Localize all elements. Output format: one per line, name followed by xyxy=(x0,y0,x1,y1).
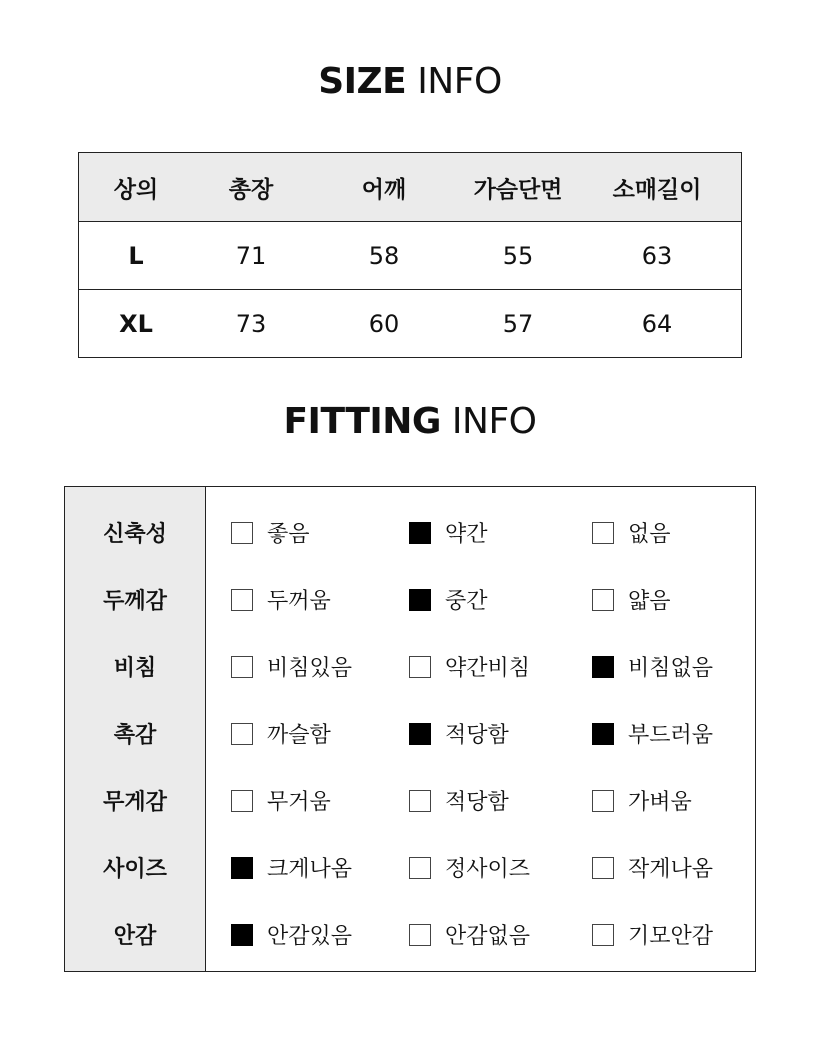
unchecked-box-icon xyxy=(592,924,614,946)
size-value-cell: 60 xyxy=(368,309,400,338)
unchecked-box-icon xyxy=(231,522,253,544)
unchecked-box-icon xyxy=(409,656,431,678)
fitting-option-label: 비침없음 xyxy=(628,656,714,681)
fitting-option-label: 가벼움 xyxy=(628,790,692,815)
size-header-cell: 가슴단면 xyxy=(473,176,563,203)
fitting-option xyxy=(231,785,409,816)
fitting-option xyxy=(231,584,409,615)
size-info-title-light: INFO xyxy=(417,61,502,102)
checked-box-icon xyxy=(592,723,614,745)
fitting-row xyxy=(206,700,755,767)
fitting-option-label: 좋음 xyxy=(267,522,310,547)
fitting-table xyxy=(64,486,756,972)
size-header-cell: 상의 xyxy=(113,176,159,203)
size-table-row xyxy=(79,289,741,357)
fitting-options-column xyxy=(206,487,755,971)
fitting-option xyxy=(231,852,409,883)
size-table-header xyxy=(79,153,741,221)
size-value-cell: 73 xyxy=(235,309,267,338)
fitting-option xyxy=(231,651,409,682)
unchecked-box-icon xyxy=(231,656,253,678)
fitting-label-column xyxy=(65,487,206,971)
fitting-row xyxy=(206,834,755,901)
unchecked-box-icon xyxy=(592,790,614,812)
fitting-row-label: 신축성 xyxy=(103,522,167,547)
size-info-title-bold: SIZE xyxy=(318,61,407,102)
fitting-row-label: 안감 xyxy=(113,924,157,949)
fitting-option xyxy=(409,852,592,883)
unchecked-box-icon xyxy=(592,589,614,611)
fitting-info-title xyxy=(0,400,820,444)
fitting-option-label: 정사이즈 xyxy=(445,857,531,882)
fitting-option-label: 적당함 xyxy=(445,723,509,748)
size-value-cell: 64 xyxy=(641,309,673,338)
size-header-cell: 총장 xyxy=(228,176,274,203)
fitting-option-label: 안감있음 xyxy=(267,924,353,949)
unchecked-box-icon xyxy=(231,790,253,812)
fitting-option-label: 비침있음 xyxy=(267,656,353,681)
fitting-info-title-bold: FITTING xyxy=(283,401,441,442)
checked-box-icon xyxy=(231,857,253,879)
checked-box-icon xyxy=(409,723,431,745)
fitting-option xyxy=(592,517,752,548)
size-label-cell: L xyxy=(128,241,144,270)
fitting-option-label: 중간 xyxy=(445,589,488,614)
fitting-row xyxy=(206,633,755,700)
size-header-cell: 소매길이 xyxy=(612,176,702,203)
fitting-option xyxy=(592,785,752,816)
fitting-option xyxy=(592,651,752,682)
fitting-option xyxy=(409,785,592,816)
fitting-row xyxy=(206,901,755,968)
fitting-row xyxy=(206,566,755,633)
unchecked-box-icon xyxy=(592,522,614,544)
size-header-cell: 어깨 xyxy=(361,176,407,203)
fitting-row xyxy=(206,767,755,834)
fitting-option-label: 까슬함 xyxy=(267,723,331,748)
fitting-option xyxy=(231,517,409,548)
unchecked-box-icon xyxy=(231,589,253,611)
checked-box-icon xyxy=(409,589,431,611)
fitting-info-title-light: INFO xyxy=(451,401,537,442)
fitting-option xyxy=(409,584,592,615)
unchecked-box-icon xyxy=(231,723,253,745)
size-value-cell: 63 xyxy=(641,241,673,270)
unchecked-box-icon xyxy=(409,857,431,879)
fitting-option xyxy=(231,919,409,950)
fitting-row-label: 비침 xyxy=(113,656,157,681)
fitting-option-label: 두꺼움 xyxy=(267,589,331,614)
checked-box-icon xyxy=(231,924,253,946)
size-value-cell: 55 xyxy=(502,241,534,270)
fitting-option-label: 작게나옴 xyxy=(628,857,714,882)
checked-box-icon xyxy=(409,522,431,544)
fitting-option xyxy=(409,651,592,682)
unchecked-box-icon xyxy=(409,790,431,812)
fitting-option xyxy=(409,517,592,548)
fitting-option-label: 부드러움 xyxy=(628,723,714,748)
fitting-row-label: 촉감 xyxy=(113,723,157,748)
unchecked-box-icon xyxy=(409,924,431,946)
size-table-row xyxy=(79,221,741,289)
size-value-cell: 58 xyxy=(368,241,400,270)
fitting-option-label: 얇음 xyxy=(628,589,671,614)
size-table xyxy=(78,152,742,358)
fitting-option-label: 무거움 xyxy=(267,790,331,815)
fitting-option-label: 약간 xyxy=(445,522,488,547)
size-label-cell: XL xyxy=(119,309,153,338)
size-value-cell: 71 xyxy=(235,241,267,270)
fitting-option xyxy=(592,718,752,749)
fitting-option xyxy=(409,718,592,749)
fitting-option xyxy=(592,919,752,950)
fitting-option-label: 약간비침 xyxy=(445,656,531,681)
fitting-option-label: 안감없음 xyxy=(445,924,531,949)
fitting-option xyxy=(592,852,752,883)
fitting-row-label: 사이즈 xyxy=(103,857,167,882)
fitting-option-label: 크게나옴 xyxy=(267,857,353,882)
fitting-option-label: 적당함 xyxy=(445,790,509,815)
size-info-title xyxy=(0,60,820,104)
checked-box-icon xyxy=(592,656,614,678)
fitting-option-label: 기모안감 xyxy=(628,924,714,949)
fitting-option-label: 없음 xyxy=(628,522,671,547)
fitting-row-label: 무게감 xyxy=(103,790,167,815)
fitting-option xyxy=(592,584,752,615)
fitting-row xyxy=(206,499,755,566)
fitting-option xyxy=(231,718,409,749)
fitting-option xyxy=(409,919,592,950)
size-value-cell: 57 xyxy=(502,309,534,338)
unchecked-box-icon xyxy=(592,857,614,879)
fitting-row-label: 두께감 xyxy=(103,589,167,614)
